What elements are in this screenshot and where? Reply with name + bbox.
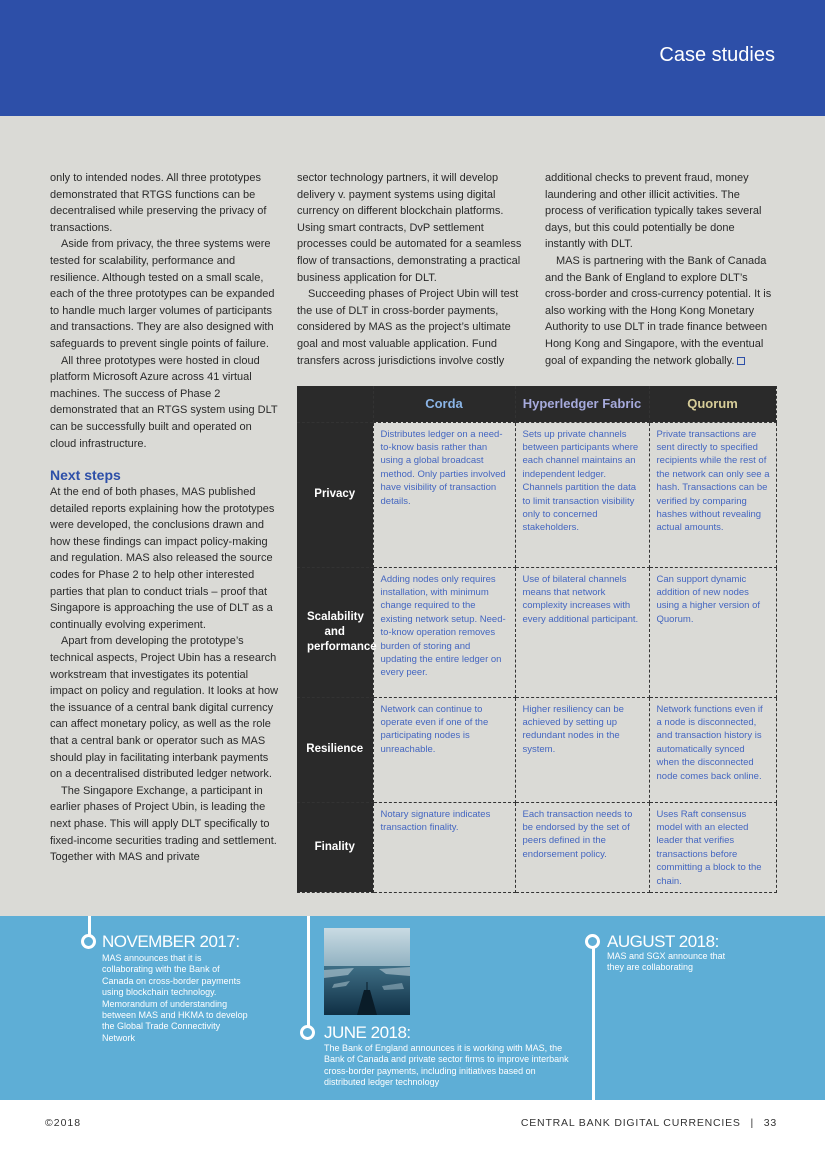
- row-header-finality: Finality: [297, 802, 373, 892]
- timeline-line: [592, 940, 595, 1100]
- table-cell: Sets up private channels between participants where each channel maintains an independent ledger. Channels partition the data to limit transaction visibility only to concerned stakeholders.: [515, 422, 649, 567]
- footer-separator: |: [750, 1117, 754, 1129]
- event-text: The Bank of England announces it is working with MAS, the Bank of Canada and private sector firms to improve interbank cross-border payments, including initiatives based on distributed ledger technology: [324, 1043, 569, 1088]
- table-cell: Use of bilateral channels means that network complexity increases with every additional participant.: [515, 567, 649, 697]
- event-text: MAS and SGX announce that they are collaborating: [607, 951, 726, 973]
- paragraph: The Singapore Exchange, a participant in earlier phases of Project Ubin, is leading the next phase. This will apply DLT specifically to fixed-income securities trading and settlement. Together with MAS and private: [50, 784, 277, 864]
- timeline-band: [0, 916, 825, 1100]
- paragraph: Apart from developing the prototype’s technical aspects, Project Ubin has a research workstream that investigates its potential impact on policy and regulation. It looks at how the issuance of a central bank digital currency can affect monetary policy, as well as the role that a central bank or operator such as MAS should play in facilitating interbank payments on a decentralised distributed ledger network.: [50, 635, 279, 781]
- paragraph: additional checks to prevent fraud, money laundering and other illicit activities. The process of verification typically takes several days, but this could potentially be done instantly with DLT.: [545, 172, 762, 251]
- table-cell: Can support dynamic addition of new nodes using a higher version of Quorum.: [649, 567, 776, 697]
- column-header-hyperledger: Hyperledger Fabric: [515, 386, 649, 422]
- page-footer: [0, 1100, 825, 1168]
- article-body: [0, 116, 825, 916]
- timeline-dot-icon: [585, 934, 600, 949]
- table-cell: Each transaction needs to be endorsed by the set of peers defined in the endorsement policy.: [515, 802, 649, 892]
- timeline-line: [307, 916, 310, 1026]
- paragraph: [545, 253, 773, 369]
- paragraph: sector technology partners, it will develop delivery v. payment systems using digital currency on different blockchain platforms. Using smart contracts, DvP settlement processes could be automated for a seamless flow of transactions, demonstrating a practical business application for DLT.: [297, 172, 522, 284]
- text-column-1: [50, 170, 280, 866]
- paragraph: only to intended nodes. All three prototypes demonstrated that RTGS functions can be decentralised while preserving the privacy of transactions.: [50, 172, 267, 234]
- event-title: NOVEMBER 2017:: [102, 932, 240, 951]
- row-header-resilience: Resilience: [297, 697, 373, 802]
- text-column-3: [545, 170, 773, 369]
- text-column-2: [297, 170, 529, 369]
- end-mark-icon: [737, 357, 745, 365]
- paragraph: Succeeding phases of Project Ubin will test the use of DLT in cross-border payments, considered by MAS as the project’s ultimate goal and most valuable application. Fund transfers across jurisdictions involve costly: [297, 288, 519, 367]
- paragraph-text: MAS is partnering with the Bank of Canada and the Bank of England to explore DLT’s cross-border and cross-currency potential. It is also working with the Hong Kong Monetary Authority to use DLT in trade finance between Hong Kong and Singapore, with the eventual goal of expanding the network globally.: [545, 254, 772, 367]
- table-row: [297, 697, 776, 802]
- table-cell: Private transactions are sent directly to specified recipients while the rest of the network can only see a hash. Transactions can be verified by comparing hashes without revealing actual amounts.: [649, 422, 776, 567]
- page-header: [0, 0, 825, 116]
- copyright: ©2018: [45, 1117, 82, 1129]
- event-title: AUGUST 2018:: [607, 932, 719, 951]
- publication-info: [521, 1117, 777, 1129]
- row-header-privacy: Privacy: [297, 422, 373, 567]
- column-header-corda: Corda: [373, 386, 515, 422]
- paragraph: Aside from privacy, the three systems were tested for scalability, performance and resilience. Although tested on a small scale, each of the three prototypes can be expanded to handle much larger volumes of participants and transactions. They are also designed with safeguards to prevent single points of failure.: [50, 238, 275, 350]
- paragraph: At the end of both phases, MAS published detailed reports explaining how the prototypes were developed, the conclusions drawn and how these findings can impact policy-making and regulation. MAS also released the source codes for Phase 2 to help other interested parties that plan to conduct trials – proof that Singapore is approaching the use of DLT as a continually evolving experiment.: [50, 486, 275, 631]
- event-text: MAS announces that it is collaborating with the Bank of Canada on cross-border payments using blockchain technology. Memorandum of understanding between MAS and HKMA to develop the Global Trade Connectivity Network: [102, 953, 248, 1043]
- table-cell: Network functions even if a node is disconnected, and transaction history is automatically synced when the disconnected node comes back online.: [649, 697, 776, 802]
- timeline-dot-icon: [81, 934, 96, 949]
- table-row: [297, 422, 776, 567]
- table-cell: Higher resiliency can be achieved by setting up redundant nodes in the system.: [515, 697, 649, 802]
- page-number: 33: [763, 1117, 777, 1129]
- table-cell: Network can continue to operate even if one of the participating nodes is unreachable.: [373, 697, 515, 802]
- section-heading: Next steps: [50, 467, 121, 484]
- table-row: [297, 567, 776, 697]
- column-header-quorum: Quorum: [649, 386, 776, 422]
- ship-photo: [324, 928, 410, 1015]
- table-cell: Adding nodes only requires installation, with minimum change required to the existing network setup. Need-to-know operation removes burden of storing and updating the entire ledger on every peer.: [373, 567, 515, 697]
- timeline-dot-icon: [300, 1025, 315, 1040]
- table-cell: Distributes ledger on a need-to-know basis rather than using a global broadcast method. Only parties involved have visibility of transaction details.: [373, 422, 515, 567]
- row-header-scalability: Scalability and performance: [297, 567, 373, 697]
- paragraph: All three prototypes were hosted in cloud platform Microsoft Azure across 41 virtual machines. The success of Phase 2 demonstrated that an RTGS system using DLT can be successfully built and operated on cloud infrastructure.: [50, 354, 278, 450]
- comparison-table: [297, 386, 777, 893]
- event-title: JUNE 2018:: [324, 1023, 411, 1042]
- table-cell: Uses Raft consensus model with an elected leader that verifies transactions before committing a block to the chain.: [649, 802, 776, 892]
- ship-photo-image: [324, 928, 410, 1015]
- section-title: Case studies: [659, 44, 775, 66]
- table-row: [297, 802, 776, 892]
- table-corner: [297, 386, 373, 422]
- publication-title: CENTRAL BANK DIGITAL CURRENCIES: [520, 1117, 741, 1129]
- table-cell: Notary signature indicates transaction finality.: [373, 802, 515, 892]
